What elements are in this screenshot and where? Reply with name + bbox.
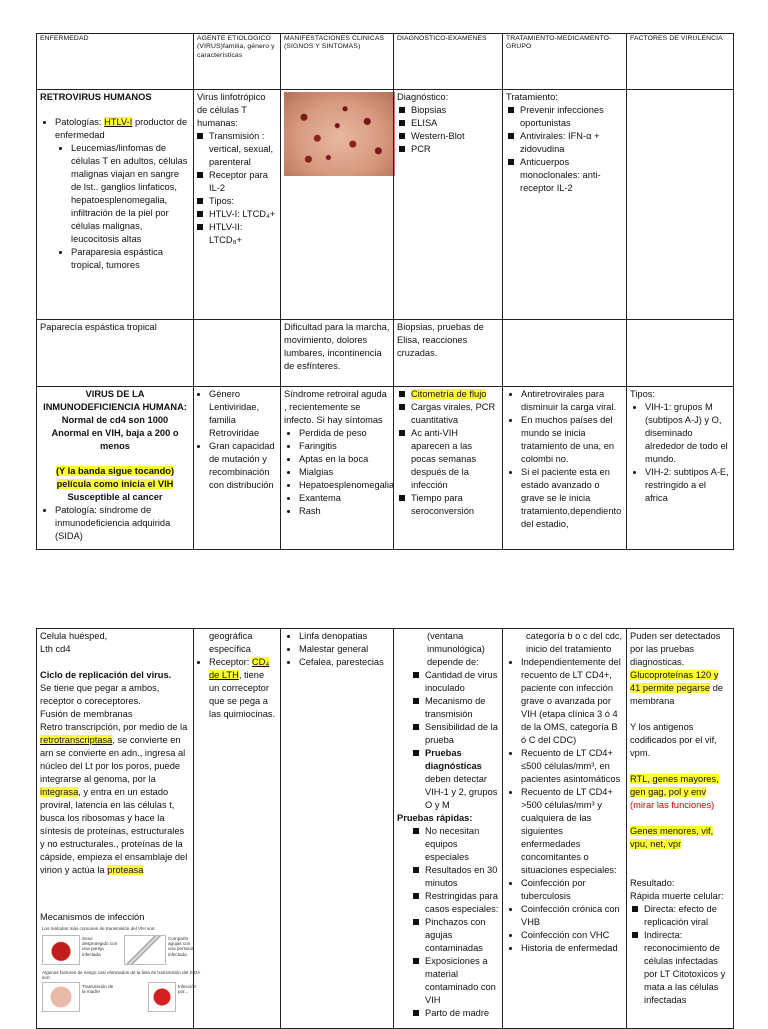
parap-enfermedad: Paparecía espástica tropical xyxy=(37,320,194,387)
p2-trat-item: • Coinfección con VHC xyxy=(521,929,623,942)
retro-pat-item xyxy=(55,116,190,272)
vih-manif-item: • Exantema xyxy=(299,492,390,505)
p2-ciclo-highlight: integrasa xyxy=(40,787,79,797)
vih-diag-highlight: Citometría de flujo xyxy=(411,389,487,399)
p2-agent-receptor xyxy=(209,656,277,721)
cell-p2-factores xyxy=(627,629,734,1029)
p2-manif-item: • Cefalea, parestecias xyxy=(299,656,390,669)
p2-trat-list xyxy=(506,656,623,955)
parap-agente xyxy=(194,320,281,387)
p2-lth: Lth cd4 xyxy=(40,644,71,654)
parap-factores xyxy=(627,320,734,387)
p2-rapidas-item: Parto de madre xyxy=(425,1007,499,1020)
p2-trat-item: • Coinfección por tuberculosis xyxy=(521,877,623,903)
p2-fact-res2: Rápida muerte celular: xyxy=(630,891,724,901)
p2-ciclo-2: Fusión de membranas xyxy=(40,709,133,719)
retro-agent-list xyxy=(197,130,277,247)
retro-diag-list xyxy=(397,104,499,156)
vih-manif-item: • Faringitis xyxy=(299,440,390,453)
cell-p2-agente xyxy=(194,629,281,1029)
cell-retro-agente xyxy=(194,90,281,320)
syringe-icon xyxy=(124,935,166,965)
vih-manif-item: • Mialgias xyxy=(299,466,390,479)
vih-fact-item: • VIH-2: subtipos A-E, restringido a el africa xyxy=(645,466,730,505)
fig-caption-2: Algunos factores de riesgo casi eliminados de la lista de transmisión del SIDA son: xyxy=(42,970,201,981)
p2-rapidas-item: Resultados en 30 minutos xyxy=(425,865,498,888)
header-agente xyxy=(194,34,281,90)
p2-fact-2: Y los antigenos codificados por el vif, vpm. xyxy=(630,722,717,758)
p2-celula: Celula huésped, xyxy=(40,631,108,641)
vih-diag-item: Cargas virales, PCR cuantitativa xyxy=(411,401,499,427)
vih-diag-item: Ac anti-VIH aparecen a las pocas semanas después de la infección xyxy=(411,427,499,492)
header-agente-label: AGENTE ETIOLOGICO xyxy=(197,35,271,42)
retro-trat-list xyxy=(506,104,623,195)
vih-manif-item: • Hepatoesplenomegalia xyxy=(299,479,390,492)
retro-pat-list xyxy=(40,116,190,272)
vih-trat-list xyxy=(506,388,623,531)
cell-vih-tratamiento xyxy=(503,387,627,550)
p2-fact-highlight: Glucoproteínas 120 y 41 permite pegarse xyxy=(630,670,719,693)
header-enfermedad: ENFERMEDAD xyxy=(37,34,194,90)
cell-p2-enfermedad xyxy=(37,629,201,1029)
header-diagnostico: DIAGNOSTICO-EXAMENES xyxy=(394,34,503,90)
p2-fact-list xyxy=(630,903,730,1007)
p2-ciclo-1: Se tiene que pegar a ambos, receptor o coreceptores. xyxy=(40,683,160,706)
header-manifestaciones: MANIFESTACIONES CLINICAS (SIGNOS Y SINTOMAS) xyxy=(281,34,394,90)
p2-agent-list xyxy=(197,656,277,721)
vih-diag-item xyxy=(411,388,499,401)
p2-pruebas-text: deben detectar VIH-1 y 2, grupos O y M xyxy=(425,774,498,810)
vih-pat-list xyxy=(40,504,190,543)
vih-agent-list xyxy=(197,388,277,492)
vih-diag-list xyxy=(397,388,499,518)
vih-agent-item: • Gran capacidad de mutación y recombinación con distribución xyxy=(209,440,277,492)
p2-manif-item: • Malestar general xyxy=(299,643,390,656)
p2-ciclo-3c: , y entra en un estado proviral, latencia en las células t, busca los ribosomas y hace la síntesis de proteínas, estructurales y no estructurales., proteínas de la cápside, empieza el ensamblaje del virion y actúa la xyxy=(40,787,188,875)
p2-ciclo-3a: Retro transcripción, por medio de la xyxy=(40,722,188,732)
p2-rapidas-item: Exposiciones a material contaminado con VIH xyxy=(425,955,499,1007)
cell-vih-factores xyxy=(627,387,734,550)
row-retrovirus xyxy=(37,90,734,320)
vih-manif-intro: Síndrome retroiral aguda , recientemente se infecto. Si hay síntomas xyxy=(284,389,387,425)
p2-agent-cont: geográfica específica xyxy=(209,631,253,654)
p2-fact-highlight: RTL, genes mayores, gen gag, pol y env xyxy=(630,774,719,797)
p2-rapidas-item: Restringidas para casos especiales: xyxy=(425,891,499,914)
retro-title: RETROVIRUS HUMANOS xyxy=(40,92,152,102)
retro-agent-item: Transmisión : vertical, sexual, parenteral xyxy=(209,130,277,169)
p2-trat-cont: categoría b o c del cdc, inicio del tratamiento xyxy=(526,631,623,654)
fig-sexo: Sexo desprotegido con una pareja infectada xyxy=(82,936,118,957)
p2-rapidas-item: No necesitan equipos especiales xyxy=(425,825,499,864)
retro-trat-title: Tratamiento: xyxy=(506,92,558,102)
parap-tratamiento xyxy=(503,320,627,387)
vih-fact-title: Tipos: xyxy=(630,389,655,399)
p2-fact-genes xyxy=(630,773,730,812)
p2-diag-item: Mecanismo de transmisión xyxy=(425,695,499,721)
p2-ciclo-title: Ciclo de replicación del virus. xyxy=(40,670,172,680)
retro-agent-item: HTLV-II: LTCD₈+ xyxy=(209,221,277,247)
cell-retro-tratamiento xyxy=(503,90,627,320)
retro-diag-item: ELISA xyxy=(411,117,499,130)
header-tratamiento: TRATAMIENTO-MEDICAMENTO- GRUPO xyxy=(503,34,627,90)
couple-icon xyxy=(42,935,80,965)
p2-rapidas-list xyxy=(397,825,499,1020)
p2-fact-red-note: (mirar las funciones) xyxy=(630,800,715,810)
skin-lesions-photo xyxy=(284,92,395,176)
p2-manif-list xyxy=(284,630,390,669)
p2-pruebas-title: Pruebas diagnósticas xyxy=(425,748,482,771)
blood-bag-icon xyxy=(148,982,176,1012)
retro-agent-intro: Virus linfotrópico de células T humanas: xyxy=(197,92,266,128)
vih-diag-item: Tiempo para seroconversión xyxy=(411,492,499,518)
p2-ciclo-highlight: retrotranscriptasa xyxy=(40,735,113,745)
p2-fact-1b: de membrana xyxy=(630,683,724,706)
vih-trat-item: • Si el paciente esta en estado avanzado o grave se le inicia tratamiento,dependiento del estadio, xyxy=(521,466,623,531)
p2-ciclo-3 xyxy=(40,721,190,877)
p2-diag-item: Sensibilidad de la prueba xyxy=(425,722,498,745)
p2-trat-item: • Recuento de LT CD4+ >500 células/mm³ y cualquiera de las siguientes enfermedades concomitantes o situaciones especiales: xyxy=(521,786,623,877)
p2-fact-highlight: Genes menores, vif, vpu, net, vpr xyxy=(630,826,714,849)
fig-infec: Infección por... xyxy=(178,984,197,995)
p2-fact-gluco xyxy=(630,669,730,708)
fig-caption-1: Los métodos más comunes de transmisión del VIH son: xyxy=(42,926,156,931)
vih-title: VIRUS DE LA INMUNODEFICIENCIA HUMANA: xyxy=(43,389,187,412)
cell-vih-manifestaciones xyxy=(281,387,394,550)
retro-pat-suffix: productor de enfermedad xyxy=(55,117,188,140)
p2-fact-menores xyxy=(630,825,730,851)
p2-ciclo-3b: , se convierte en arn se convierte en adn., ingresa al núcleo del Lt por los poros, puede integrarse al genoma, por la xyxy=(40,735,186,784)
transmission-figure xyxy=(40,926,201,1022)
p2-fact-1: Puden ser detectados por las pruebas diagnosticas. xyxy=(630,631,721,667)
table-header-row xyxy=(37,34,734,90)
p2-rapidas-item: Pinchazos con agujas contaminadas xyxy=(425,916,499,955)
cell-retro-enfermedad xyxy=(37,90,194,320)
retro-trat-item: Anticuerpos monoclonales: anti-receptor IL-2 xyxy=(520,156,623,195)
retro-diag-item: Biopsias xyxy=(411,104,499,117)
retro-sub-list xyxy=(55,142,190,272)
retro-pat-prefix: Patologías: xyxy=(55,117,105,127)
retro-diag-title: Diagnóstico: xyxy=(397,92,449,102)
cell-retro-factores xyxy=(627,90,734,320)
vih-anormal: Anormal en VIH, baja a 200 o menos xyxy=(51,428,179,451)
row-paraparesia xyxy=(37,320,734,387)
cell-retro-diagnostico xyxy=(394,90,503,320)
p2-diag-cont: (ventana inmunológica) depende de: xyxy=(427,631,485,667)
retro-diag-item: Western-Blot xyxy=(411,130,499,143)
parap-manifestaciones: Dificultad para la marcha, movimiento, dolores lumbares, incontinencia de esfínteres. xyxy=(281,320,394,387)
retro-agent-item: Tipos: xyxy=(209,195,277,208)
retro-agent-item: Receptor para IL-2 xyxy=(209,169,277,195)
cell-p2-tratamiento xyxy=(503,629,627,1029)
p2-diag-list xyxy=(397,669,499,812)
row-vih xyxy=(37,387,734,550)
vih-manif-list xyxy=(284,427,395,518)
retro-sub-item: • Leucemias/linfomas de células T en adultos, células malignas viajan en sangre de lst.. ganglios linfaticos, hepatoesplenomegalia, infiltración de la piel por células malignas, leucocitosis altas xyxy=(71,142,190,246)
parap-diagnostico: Biopsias, pruebas de Elisa, reacciones cruzadas. xyxy=(394,320,503,387)
row-vih-continued xyxy=(37,629,734,1029)
vih-manif-item: • Perdida de peso xyxy=(299,427,390,440)
retro-pat-highlight: HTLV-I xyxy=(104,117,133,127)
p2-fact-item: Directa: efecto de replicación viral xyxy=(644,903,730,929)
p2-receptor-text: , tiene un correceptor que se pega a las quimiocinas. xyxy=(209,670,276,719)
vih-susceptible: Susceptible al cancer xyxy=(67,492,163,502)
cell-vih-diagnostico xyxy=(394,387,503,550)
retro-diag-item: PCR xyxy=(411,143,499,156)
retro-trat-item: Prevenir infecciones oportunistas xyxy=(520,104,623,130)
vih-fact-list xyxy=(630,401,730,505)
header-factores: FACTORES DE VIRULENCIA xyxy=(627,34,734,90)
p2-trat-item: • Historia de enfermedad xyxy=(521,942,623,955)
p2-diag-item: Cantidad de virus inoculado xyxy=(425,670,498,693)
cell-retro-manifestaciones xyxy=(281,90,394,320)
fig-madre: Transmisión de la madre xyxy=(82,984,114,995)
retro-sub-item: • Paraparesia espástica tropical, tumores xyxy=(71,246,190,272)
table-page-2 xyxy=(36,628,734,1029)
cell-vih-enfermedad xyxy=(37,387,194,550)
p2-rapidas-title: Pruebas rápidas: xyxy=(397,813,473,823)
vih-banda: (Y la banda sigue tocando) película como inicia el VIH xyxy=(55,466,175,489)
p2-trat-item: • Independientemente del recuento de LT CD4+, paciente con infección grave o avanzada por VIH (etapa clínica 3 ó 4 de la OMS, categoría B ó C del CDC) xyxy=(521,656,623,747)
vih-manif-item: • Rash xyxy=(299,505,390,518)
vih-trat-item: • Antiretrovirales para disminuir la carga viral. xyxy=(521,388,623,414)
vih-banda-container xyxy=(40,465,190,491)
vih-manif-item: • Aptas en la boca xyxy=(299,453,390,466)
mother-baby-icon xyxy=(42,982,80,1012)
vih-agent-item: • Género Lentiviridae, familia Retroviridae xyxy=(209,388,277,440)
cell-vih-agente xyxy=(194,387,281,550)
p2-trat-item: • Recuento de LT CD4+ ≤500 células/mm³, en pacientes asintomáticos xyxy=(521,747,623,786)
header-agente-sub: (VIRUS)familia, género y características xyxy=(197,43,275,59)
vih-trat-item: • En muchos países del mundo se inicia tratamiento de una, en colombi no. xyxy=(521,414,623,466)
p2-trat-item: • Coinfección crónica con VHB xyxy=(521,903,623,929)
retro-trat-item: Antivirales: IFN-α + zidovudina xyxy=(520,130,623,156)
p2-receptor-highlight: CD₄ de LTH xyxy=(209,657,270,680)
retro-agent-item: HTLV-I: LTCD₄+ xyxy=(209,209,276,219)
p2-ciclo-highlight: proteasa xyxy=(107,865,144,875)
p2-manif-item: • Linfa denopatias xyxy=(299,630,390,643)
vih-pat-item: • Patología: síndrome de inmunodeficiencia adquirida (SIDA) xyxy=(55,504,190,543)
cell-p2-manifestaciones xyxy=(281,629,394,1029)
table-page-1 xyxy=(36,33,734,550)
cell-p2-diagnostico xyxy=(394,629,503,1029)
p2-fact-res: Resultado: xyxy=(630,878,675,888)
p2-fact-item: Indirecta: reconocimiento de células infectadas por LT Citotoxicos y mata a las células infectadas xyxy=(644,929,730,1007)
vih-fact-item: • VIH-1: grupos M (subtipos A-J) y O, diseminado alrededor de todo el mundo. xyxy=(645,401,730,466)
fig-comp: Compartir agujas con una persona infectada xyxy=(168,936,194,957)
p2-receptor-label: Receptor: xyxy=(209,657,252,667)
p2-mecanismos: Mecanismos de infección xyxy=(40,912,145,922)
p2-diag-item xyxy=(425,747,499,812)
vih-normal: Normal de cd4 son 1000 xyxy=(61,415,169,425)
